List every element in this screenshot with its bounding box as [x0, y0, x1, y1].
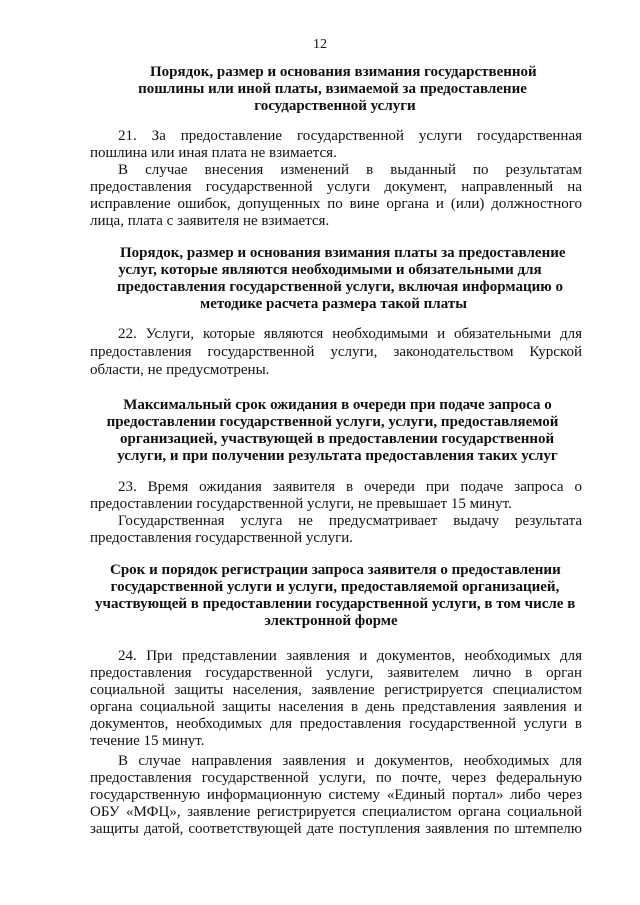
section-heading-line: электронной форме: [264, 613, 398, 629]
section-heading-line: пошлины или иной платы, взимаемой за предоставление: [138, 81, 527, 97]
paragraph-line: предоставления государственной услуги, по почте, через федеральную: [90, 770, 582, 786]
section-heading-line: Порядок, размер и основания взимания государственной: [150, 64, 537, 80]
paragraph-line: области, не предусмотрены.: [90, 362, 270, 378]
paragraph-line: лица, плата с заявителя не взимается.: [90, 213, 330, 229]
paragraph-line: документов, необходимых для предоставления государственной услуги в: [90, 716, 582, 732]
paragraph-line: В случае направления заявления и документов, необходимых для: [118, 753, 582, 769]
paragraph-line: предоставления государственной услуги документ, направленный на: [90, 179, 582, 195]
paragraph-line: исправление ошибок, допущенных по вине органа и (или) должностного: [90, 196, 582, 212]
paragraph-line: предоставлении государственной услуги, не превышает 15 минут.: [90, 496, 512, 512]
section-heading-line: государственной услуги и услуги, предоставляемой организацией,: [110, 579, 560, 595]
paragraph-line: 24. При представлении заявления и документов, необходимых для: [118, 648, 582, 664]
paragraph-line: 21. За предоставление государственной услуги государственная: [118, 128, 582, 144]
paragraph-line: социальной защиты населения, заявление регистрируется специалистом: [90, 682, 582, 698]
section-heading-line: государственной услуги: [254, 98, 416, 114]
paragraph-line: предоставления государственной услуги, заявителем лично в орган: [90, 665, 582, 681]
paragraph-line: предоставления государственной услуги, законодательством Курской: [90, 344, 582, 360]
page-number: 12: [313, 37, 327, 52]
paragraph-line: течение 15 минут.: [90, 733, 205, 749]
paragraph-line: защиты датой, соответствующей дате поступления заявления по штемпелю: [90, 821, 582, 837]
paragraph-line: предоставления государственной услуги.: [90, 530, 354, 546]
section-heading-line: услуги, и при получении результата предоставления таких услуг: [117, 448, 558, 464]
paragraph-line: пошлина или иная плата не взимается.: [90, 145, 337, 161]
paragraph-line: 23. Время ожидания заявителя в очереди при подаче запроса о: [118, 479, 582, 495]
section-heading-line: участвующей в предоставлении государственной услуги, в том числе в: [95, 596, 576, 612]
section-heading-line: услуг, которые являются необходимыми и обязательными для: [118, 262, 542, 278]
section-heading-line: Срок и порядок регистрации запроса заявителя о предоставлении: [110, 562, 561, 578]
section-heading-line: Порядок, размер и основания взимания платы за предоставление: [120, 245, 566, 261]
section-heading-line: предоставления государственной услуги, включая информацию о: [116, 279, 564, 295]
paragraph-line: В случае внесения изменений в выданный по результатам: [118, 162, 582, 178]
section-heading-line: Максимальный срок ожидания в очереди при подаче запроса о: [123, 397, 552, 413]
paragraph-line: ОБУ «МФЦ», заявление регистрируется специалистом органа социальной: [90, 804, 582, 820]
section-heading-line: предоставлении государственной услуги, услуги, предоставляемой: [106, 414, 559, 430]
section-heading-line: организацией, участвующей в предоставлении государственной: [120, 431, 555, 447]
paragraph-line: 22. Услуги, которые являются необходимыми и обязательными для: [118, 326, 582, 342]
paragraph-line: государственную информационную систему «Единый портал» либо через: [90, 787, 582, 803]
paragraph-line: Государственная услуга не предусматривает выдачу результата: [118, 513, 582, 529]
paragraph-line: органа социальной защиты населения в день представления заявления и: [90, 699, 582, 715]
section-heading-line: методике расчета размера такой платы: [200, 296, 467, 312]
